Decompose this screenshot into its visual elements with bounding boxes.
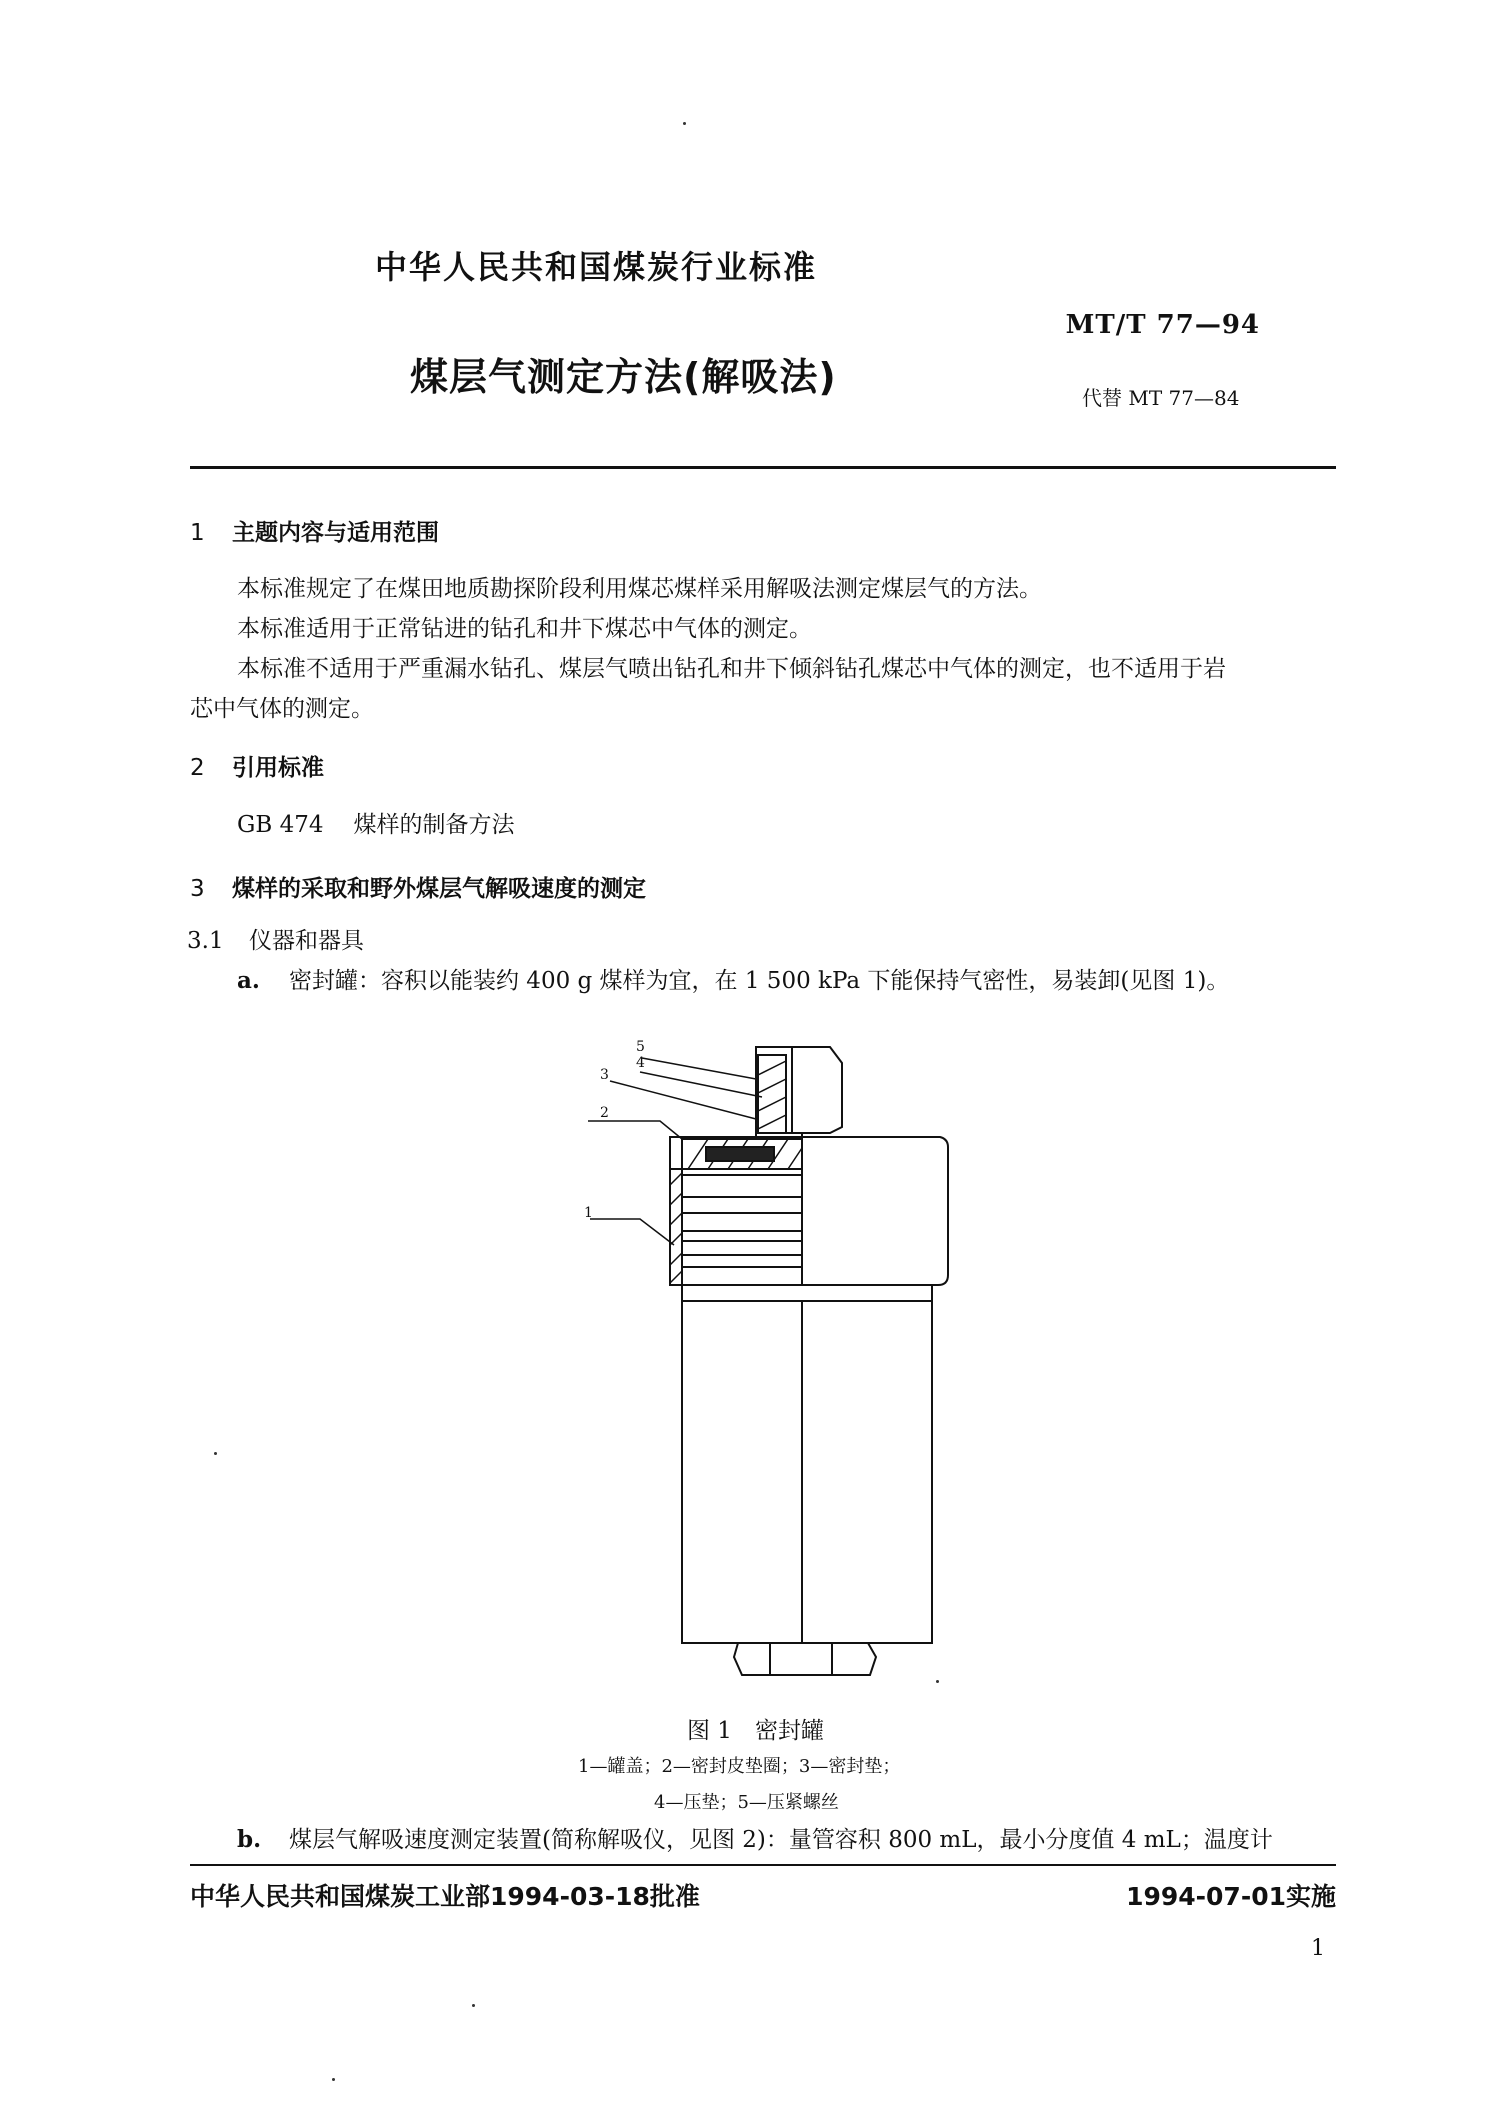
section-3-heading: [190, 870, 646, 903]
figure-legend-line-2: 4—压垫；5—压紧螺丝: [654, 1792, 839, 1813]
section-title: 煤样的采取和野外煤层气解吸速度的测定: [232, 876, 646, 902]
scan-speck: [332, 2078, 335, 2081]
replaces-note: 代替 MT 77—84: [1082, 386, 1240, 410]
figure-legend-line-1: 1—罐盖；2—密封皮垫圈；3—密封垫；: [578, 1756, 901, 1777]
scan-speck: [936, 1680, 939, 1683]
reference-code: GB 474: [237, 812, 324, 838]
issuing-org-title: 中华人民共和国煤炭行业标准: [375, 248, 818, 286]
paragraph: 本标准适用于正常钻进的钻孔和井下煤芯中气体的测定。: [237, 616, 812, 642]
section-title: 引用标准: [232, 755, 324, 781]
list-item-a: [237, 961, 1229, 1001]
subsection-3-1-heading: [187, 921, 364, 961]
page-number: 1: [1311, 1936, 1325, 1961]
section-2-heading: [190, 749, 324, 782]
document-title: 煤层气测定方法(解吸法): [410, 355, 837, 399]
section-1-heading: [190, 514, 439, 547]
scan-speck: [472, 2004, 475, 2007]
effective-date: 1994-07-01实施: [1126, 1882, 1336, 1911]
scan-speck: [683, 122, 686, 125]
item-text: 密封罐：容积以能装约 400 g 煤样为宜，在 1 500 kPa 下能保持气密性，易装卸(见图 1)。: [289, 968, 1230, 994]
approval-note: 中华人民共和国煤炭工业部1994-03-18批准: [190, 1882, 700, 1911]
figure-caption: 图 1 密封罐: [687, 1718, 824, 1744]
paragraph: 芯中气体的测定。: [190, 696, 374, 722]
paragraph: 本标准不适用于严重漏水钻孔、煤层气喷出钻孔和井下倾斜钻孔煤芯中气体的测定，也不适用于岩: [237, 656, 1226, 682]
figure-1-canister-drawing: [570, 1035, 970, 1700]
scan-speck: [214, 1452, 217, 1455]
standard-code: MT/T 77—94: [1065, 310, 1260, 340]
subsection-number: 3.1: [187, 928, 224, 954]
footer-divider: [190, 1864, 1336, 1866]
reference-entry: [237, 805, 515, 845]
paragraph: 本标准规定了在煤田地质勘探阶段利用煤芯煤样采用解吸法测定煤层气的方法。: [237, 576, 1042, 602]
header-divider: [190, 466, 1336, 469]
section-number: 3: [190, 876, 205, 902]
callout-5: 5: [636, 1039, 645, 1055]
item-text: 煤层气解吸速度测定装置(简称解吸仪，见图 2)：量管容积 800 mL，最小分度值 4 mL；温度计: [289, 1827, 1273, 1853]
subsection-title: 仪器和器具: [249, 928, 364, 954]
callout-2: 2: [600, 1105, 609, 1121]
item-label: b.: [237, 1826, 262, 1853]
section-number: 1: [190, 520, 205, 546]
callout-3: 3: [600, 1067, 609, 1083]
reference-title: 煤样的制备方法: [353, 812, 515, 838]
callout-1: 1: [584, 1205, 593, 1221]
callout-4: 4: [636, 1055, 645, 1071]
list-item-b: [237, 1820, 1273, 1860]
item-label: a.: [237, 967, 260, 994]
section-number: 2: [190, 755, 205, 781]
section-title: 主题内容与适用范围: [232, 520, 439, 546]
